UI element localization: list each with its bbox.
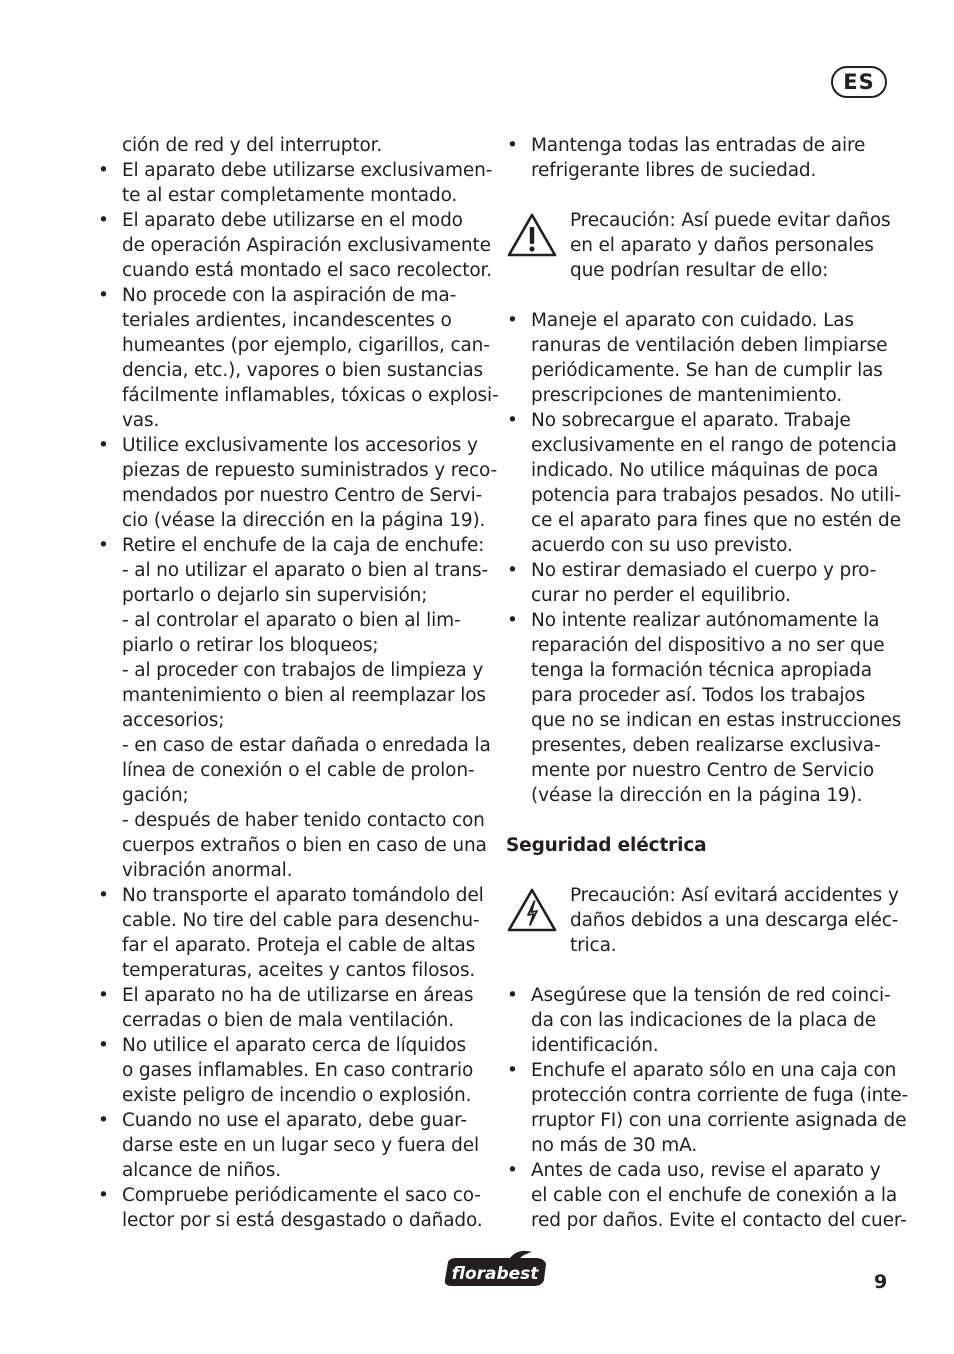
text-line: cerradas o bien de mala ventilación.: [122, 1010, 454, 1031]
text-line: - al no utilizar el aparato o bien al trans-: [122, 560, 489, 581]
text-line: potencia para trabajos pesados. No utili-: [531, 485, 901, 506]
text-line: red por daños. Evite el contacto del cuer-: [531, 1210, 907, 1231]
list-item: [97, 1033, 482, 1108]
bullet-icon: •: [98, 985, 109, 1006]
text-line: o gases inflamables. En caso contrario: [122, 1060, 474, 1081]
list-item: [506, 1058, 909, 1158]
text-line: dencia, etc.), vapores o bien sustancias: [122, 360, 484, 381]
bullet-icon: •: [507, 1160, 518, 1181]
text-line: identificación.: [531, 1035, 659, 1056]
text-line: ción de red y del interruptor.: [122, 135, 383, 156]
text-line: teriales ardientes, incandescentes o: [122, 310, 452, 331]
text-line: Precaución: Así puede evitar daños: [570, 210, 891, 231]
list-item: [97, 533, 491, 883]
text-line: cio (véase la dirección en la página 19).: [122, 510, 486, 531]
text-line: reparación del dispositivo a no ser que: [531, 635, 885, 656]
bullet-icon: •: [507, 310, 518, 331]
text-line: existe peligro de incendio o explosión.: [122, 1085, 472, 1106]
text-line: - al proceder con trabajos de limpieza y: [122, 660, 484, 681]
bullet-icon: •: [98, 210, 109, 231]
list-item: [97, 283, 499, 433]
text-line: vas.: [122, 410, 160, 431]
text-line: exclusivamente en el rango de potencia: [531, 435, 897, 456]
text-line: tenga la formación técnica apropiada: [531, 660, 872, 681]
text-line: humeantes (por ejemplo, cigarillos, can-: [122, 335, 490, 356]
warning-text-general: [570, 208, 894, 283]
list-item: [97, 1108, 482, 1183]
text-line: de operación Aspiración exclusivamente: [122, 235, 491, 256]
text-line: Utilice exclusivamente los accesorios y: [122, 435, 478, 456]
text-line: ce el aparato para fines que no estén de: [531, 510, 901, 531]
bullet-icon: •: [98, 285, 109, 306]
text-line: - al controlar el aparato o bien al lim-: [122, 610, 461, 631]
list-item: [97, 158, 493, 208]
text-line: vibración anormal.: [122, 860, 293, 881]
text-line: refrigerante libres de suciedad.: [531, 160, 817, 181]
bullet-icon: •: [507, 560, 518, 581]
list-item: [97, 883, 482, 983]
text-line: far el aparato. Proteja el cable de altas: [122, 935, 476, 956]
bullet-icon: •: [507, 135, 518, 156]
text-line: fácilmente inflamables, tóxicas o explosi-: [122, 385, 499, 406]
text-line: Antes de cada uso, revise el aparato y: [531, 1160, 881, 1181]
bullet-icon: •: [98, 160, 109, 181]
list-item: [506, 1158, 907, 1233]
text-line: prescripciones de mantenimiento.: [531, 385, 843, 406]
text-line: no más de 30 mA.: [531, 1135, 698, 1156]
text-line: No estirar demasiado el cuerpo y pro-: [531, 560, 877, 581]
warning-exclamation-icon: [506, 212, 558, 258]
list-item: [97, 433, 498, 533]
bullet-icon: •: [98, 1035, 109, 1056]
text-line: - después de haber tenido contacto con: [122, 810, 485, 831]
text-line: (véase la dirección en la página 19).: [531, 785, 863, 806]
list-item: [97, 208, 493, 283]
text-line: te al estar completamente montado.: [122, 185, 458, 206]
bullet-icon: •: [98, 1110, 109, 1131]
bullet-icon: •: [98, 535, 109, 556]
bullet-icon: •: [507, 985, 518, 1006]
bullet-icon: •: [98, 1185, 109, 1206]
bullet-icon: •: [507, 610, 518, 631]
right-top-list: [506, 133, 894, 183]
list-item: [506, 983, 894, 1058]
text-line: El aparato debe utilizarse en el modo: [122, 210, 463, 231]
text-line: gación;: [122, 785, 189, 806]
right-column: [506, 133, 909, 1233]
bullet-icon: •: [98, 885, 109, 906]
text-line: No sobrecargue el aparato. Trabaje: [531, 410, 851, 431]
text-line: portarlo o dejarlo sin supervisión;: [122, 585, 428, 606]
text-line: acuerdo con su uso previsto.: [531, 535, 793, 556]
text-line: protección contra corriente de fuga (inte-: [531, 1085, 909, 1106]
text-line: que podrían resultar de ello:: [570, 260, 829, 281]
text-line: presentes, deben realizarse exclusiva-: [531, 735, 881, 756]
text-line: piezas de repuesto suministrados y reco-: [122, 460, 498, 481]
text-line: daños debidos a una descarga eléc-: [570, 910, 899, 931]
text-line: rruptor FI) con una corriente asignada de: [531, 1110, 907, 1131]
text-line: lector por si está desgastado o dañado.: [122, 1210, 483, 1231]
text-line: temperaturas, aceites y cantos filosos.: [122, 960, 476, 981]
text-line: Retire el enchufe de la caja de enchufe:: [122, 535, 485, 556]
warning-text-electric: [570, 883, 899, 958]
text-line: mente por nuestro Centro de Servicio: [531, 760, 875, 781]
text-line: periódicamente. Se han de cumplir las: [531, 360, 883, 381]
text-line: No procede con la aspiración de ma-: [122, 285, 457, 306]
text-line: piarlo o retirar los bloqueos;: [122, 635, 379, 656]
text-line: ranuras de ventilación deben limpiarse: [531, 335, 888, 356]
page-number: 9: [874, 1271, 888, 1293]
text-line: mantenimiento o bien al reemplazar los: [122, 685, 486, 706]
text-line: No intente realizar autónomamente la: [531, 610, 880, 631]
left-column: [97, 133, 499, 1233]
list-item: [97, 133, 482, 158]
text-line: darse este en un lugar seco y fuera del: [122, 1135, 479, 1156]
text-line: indicado. No utilice máquinas de poca: [531, 460, 879, 481]
bullet-icon: •: [98, 435, 109, 456]
text-line: Asegúrese que la tensión de red coinci-: [531, 985, 891, 1006]
list-item: [97, 983, 482, 1033]
text-line: cable. No tire del cable para desenchu-: [122, 910, 480, 931]
text-line: Maneje el aparato con cuidado. Las: [531, 310, 854, 331]
logo-text: florabest: [451, 1264, 539, 1284]
warning-block-electric: [506, 883, 899, 958]
text-line: accesorios;: [122, 710, 225, 731]
text-line: da con las indicaciones de la placa de: [531, 1010, 876, 1031]
text-line: mendados por nuestro Centro de Servi-: [122, 485, 483, 506]
warning-block-general: [506, 208, 894, 283]
text-line: No transporte el aparato tomándolo del: [122, 885, 484, 906]
bullet-icon: •: [507, 1060, 518, 1081]
language-badge: [831, 66, 887, 98]
list-item: [506, 133, 894, 183]
text-line: alcance de niños.: [122, 1160, 282, 1181]
text-line: cuando está montado el saco recolector.: [122, 260, 493, 281]
list-item: [506, 558, 894, 608]
text-line: curar no perder el equilibrio.: [531, 585, 791, 606]
text-line: cuerpos extraños o bien en caso de una: [122, 835, 487, 856]
text-line: El aparato debe utilizarse exclusivamen-: [122, 160, 493, 181]
warning-lightning-icon: [506, 887, 558, 933]
text-line: línea de conexión o el cable de prolon-: [122, 760, 475, 781]
text-line: Cuando no use el aparato, debe guar-: [122, 1110, 467, 1131]
bullet-icon: •: [507, 410, 518, 431]
text-line: El aparato no ha de utilizarse en áreas: [122, 985, 474, 1006]
florabest-logo: [440, 1250, 550, 1290]
text-line: - en caso de estar dañada o enredada la: [122, 735, 491, 756]
section-heading: Seguridad eléctrica: [506, 835, 707, 856]
list-item: [506, 308, 894, 408]
list-item: [97, 1183, 482, 1233]
text-line: Precaución: Así evitará accidentes y: [570, 885, 899, 906]
text-line: Mantenga todas las entradas de aire: [531, 135, 866, 156]
text-line: Compruebe periódicamente el saco co-: [122, 1185, 481, 1206]
text-line: trica.: [570, 935, 617, 956]
language-code: ES: [843, 70, 875, 94]
text-line: Enchufe el aparato sólo en una caja con: [531, 1060, 897, 1081]
list-item: [506, 408, 901, 558]
list-item: [506, 608, 902, 808]
right-mid-list: [506, 308, 902, 808]
text-line: en el aparato y daños personales: [570, 235, 874, 256]
text-line: el cable con el enchufe de conexión a la: [531, 1185, 898, 1206]
text-line: que no se indican en estas instrucciones: [531, 710, 902, 731]
text-line: No utilice el aparato cerca de líquidos: [122, 1035, 466, 1056]
right-bottom-list: [506, 983, 909, 1233]
text-line: para proceder así. Todos los trabajos: [531, 685, 866, 706]
